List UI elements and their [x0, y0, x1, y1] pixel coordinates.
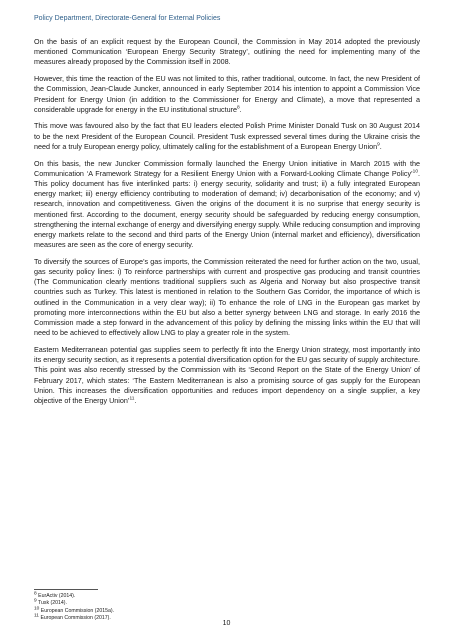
footnote-ref[interactable]: 11	[129, 396, 135, 402]
footnote-divider	[34, 589, 98, 590]
paragraph: On this basis, the new Juncker Commission formally launched the Energy Union initiative in March 2015 with the Communication ‘A Framework Strategy for a Resilient Energy Union with a Forward-Looking Climate Change Policy’$^{10}$. This policy document has five interlinked parts: i) energy security, solidarity and trust; ii) a fully integrated European energy market; iii) energy efficiency contributing to moderation of demand; iv) decarbonisation of the economy; and v) research, innovation and competitiveness. Given the origins of the document it is no surprise that energy security is mentioned first. According to the document, energy security should be safeguarded by reducing energy consumption, strengthening the internal exchange of energy and diversifying energy supply. While reducing consumption and improving energy markets relate to the second and third parts of the Energy Union (internal market and efficiency), diversification measures are seen as the core of energy security.	[34, 158, 420, 250]
body-text	[34, 37, 420, 413]
paragraph: Eastern Mediterranean potential gas supplies seem to perfectly fit into the Energy Union strategy, most importantly into its energy security section, as it represents a potential diversification option for the EU gas security of supply architecture. This point was also recently stressed by the Commission with its ‘Second Report on the State of the Energy Union’ of February 2017, which states: ‘The Eastern Mediterranean is also a promising source of gas supply for the European Union. This increases the diversification opportunities and reduces import dependency on a single supplier, a key objective of the Energy Union’$^{11}$.	[34, 344, 420, 405]
paragraph: This move was favoured also by the fact that EU leaders elected Polish Prime Minister Donald Tusk on 30 August 2014 to be the next President of the European Council. President Tusk expressed several times during the Ukraine crisis the need for a truly European energy policy, ultimately calling for the establishment of a European Energy Union$^9$.	[34, 121, 420, 151]
footnote-ref[interactable]: 9	[377, 142, 380, 148]
page-number: 10	[222, 620, 231, 627]
running-header: Policy Department, Directorate-General for External Policies	[34, 15, 221, 22]
footnote-ref[interactable]: 10	[412, 169, 418, 175]
footnote: $^{10}$ European Commission (2015a).	[34, 606, 115, 614]
footnotes	[34, 593, 420, 623]
paragraph: On the basis of an explicit request by the European Council, the Commission in May 2014 adopted the previously mentioned Communication ‘European Energy Security Strategy’, outlining the need for implementing many of the measures already proposed by the Commission itself in 2008.	[34, 37, 420, 67]
paragraph: To diversify the sources of Europe’s gas imports, the Commission reiterated the need for further action on the two, usual, gas security policy lines: i) To reinforce partnerships with current and prospective gas producing and transit countries (The Communication clearly mentions traditional suppliers such as Algeria and Norway but also prospective transit countries such as Turkey. This latest is mentioned in relation to the Southern Gas Corridor, the importance of which is outlined in the Communication in a very clear way); ii) To enhance the role of LNG in the European gas market by promoting more interconnections within the EU but also a better synergy between LNG and storage. In early 2016 the Commission made a step forward in the advancement of this policy by defining the missing links within the EU that will need to be achieved to effectively allow LNG to play a greater role in the system.	[34, 256, 420, 338]
footnote-ref[interactable]: 8	[236, 105, 240, 111]
paragraph: However, this time the reaction of the EU was not limited to this, rather traditional, outcome. In fact, the new President of the Commission, Jean-Claude Juncker, announced in early September 2014 his intention to appoint a Commission Vice President for Energy Union (in addition to the Commissioner for Energy and Climate), a move that represented a considerable upgrade for energy in the EU institutional structure$^8$.	[34, 74, 420, 114]
footnote: $^9$ Tusk (2014).	[34, 598, 67, 607]
footnote: $^8$ EurActiv (2014).	[34, 591, 76, 599]
footnote: $^{11}$ European Commission (2017).	[34, 613, 111, 622]
